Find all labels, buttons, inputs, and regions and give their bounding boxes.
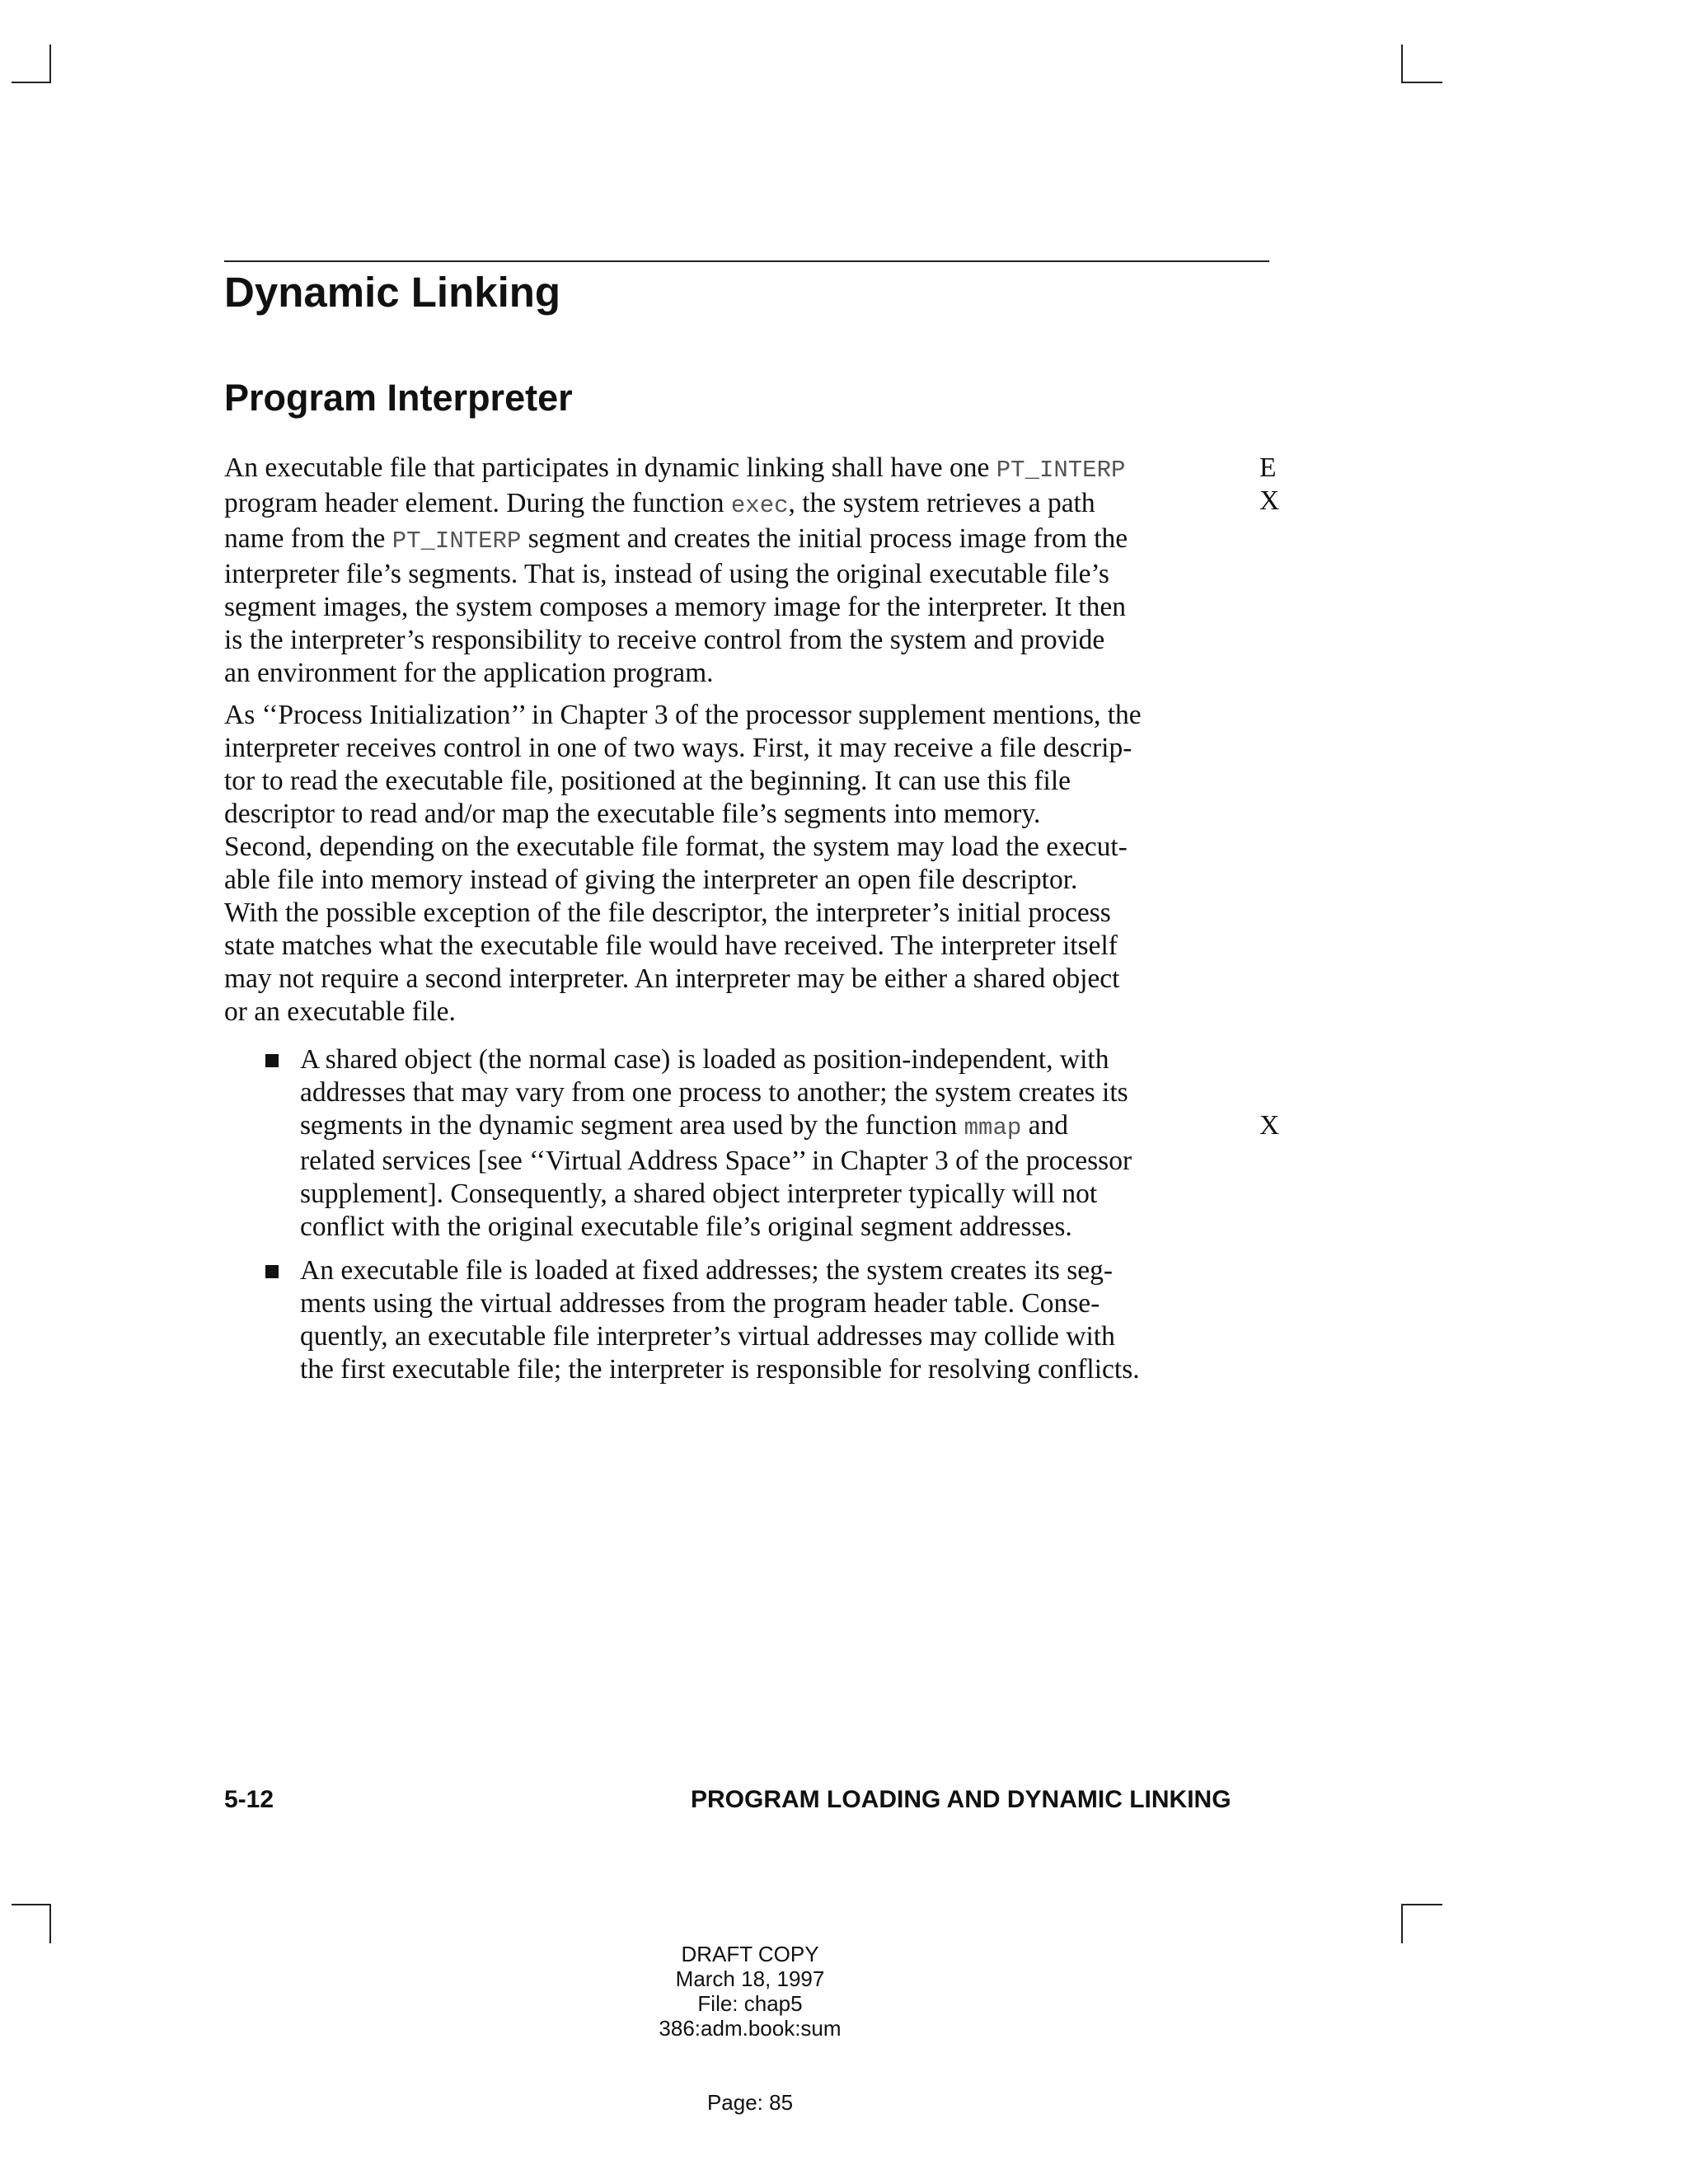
paragraph-interpreter-control [224,699,1246,1029]
crop-mark-top-right [1401,45,1403,82]
text-line: segments in the dynamic segment area used by the function mmap and [300,1110,1069,1141]
code-mmap: mmap [964,1114,1022,1141]
footer-chapter-title: PROGRAM LOADING AND DYNAMIC LINKING [691,1786,1231,1813]
text-line: Second, depending on the executable file format, the system may load the execut- [224,832,1128,862]
page-number: Page: 85 [706,2090,794,2115]
paragraph-interpreter-intro [224,452,1246,690]
text-line: related services [see ‘‘Virtual Address Space’’ in Chapter 3 of the processor [300,1146,1132,1176]
text-line: may not require a second interpreter. An interpreter may be either a shared object [224,963,1120,994]
crop-mark-top-right-h [1401,82,1442,83]
crop-mark-bottom-right-h [1401,1904,1442,1905]
text-line: With the possible exception of the file descriptor, the interpreter’s initial process [224,898,1111,928]
margin-mark-x: X [1259,1110,1280,1141]
crop-mark-bottom-right [1401,1904,1403,1943]
draft-copy-label: DRAFT COPY [681,1942,819,1966]
text-line: interpreter receives control in one of two ways. First, it may receive a file descrip- [224,733,1132,763]
margin-mark-x: X [1259,485,1280,516]
text-line: An executable file that participates in dynamic linking shall have one PT_INTERP [224,452,1126,484]
bullet-text [300,1043,1132,1244]
crop-mark-bottom-left [49,1904,51,1943]
text-line: conflict with the original executable file’s original segment addresses. [300,1212,1072,1242]
text-line: or an executable file. [224,996,456,1027]
text-line: descriptor to read and/or map the executable file’s segments into memory. [224,799,1041,829]
crop-mark-bottom-left-h [12,1904,51,1905]
text-line: the first executable file; the interpreter is responsible for resolving conflicts. [300,1354,1140,1385]
footer-page-label: 5-12 [224,1786,274,1813]
text-line: ments using the virtual addresses from the program header table. Conse- [300,1288,1100,1319]
text-line: name from the PT_INTERP segment and creates the initial process image from the [224,523,1128,555]
text-line: quently, an executable file interpreter’s virtual addresses may collide with [300,1321,1115,1352]
code-pt-interp: PT_INTERP [996,457,1126,484]
text-line: program header element. During the function exec, the system retrieves a path [224,488,1095,519]
text-line: segment images, the system composes a memory image for the interpreter. It then [224,592,1127,622]
draft-date: March 18, 1997 [675,1966,825,1991]
text-line: interpreter file’s segments. That is, instead of using the original executable file’s [224,559,1109,589]
text-line: is the interpreter’s responsibility to receive control from the system and provide [224,625,1105,655]
code-pt-interp: PT_INTERP [392,527,522,555]
text-line: tor to read the executable file, positioned at the beginning. It can use this file [224,766,1071,796]
crop-mark-top-left [49,45,51,82]
text-line: supplement]. Consequently, a shared object interpreter typically will not [300,1179,1098,1209]
text-line: an environment for the application program. [224,658,714,688]
draft-file: File: chap5 [697,1991,803,2016]
draft-copy-block [577,1942,923,2041]
section-title: Dynamic Linking [224,269,561,316]
text-line: A shared object (the normal case) is loaded as position-independent, with [300,1044,1109,1075]
text-line: able file into memory instead of giving the interpreter an open file descriptor. [224,865,1078,895]
text-line: addresses that may vary from one process to another; the system creates its [300,1077,1128,1108]
bullet-text [300,1254,1140,1386]
crop-mark-top-left-h [12,82,51,83]
square-bullet-icon [265,1265,279,1278]
text-line: An executable file is loaded at fixed addresses; the system creates its seg- [300,1255,1114,1286]
text-line: state matches what the executable file would have received. The interpreter itself [224,930,1118,961]
margin-mark-e: E [1259,452,1277,483]
draft-book: 386:adm.book:sum [659,2016,842,2041]
text-line: As ‘‘Process Initialization’’ in Chapter 3 of the processor supplement mentions, the [224,700,1142,730]
code-exec: exec [730,492,789,519]
square-bullet-icon [265,1054,279,1067]
subsection-title: Program Interpreter [224,377,573,419]
